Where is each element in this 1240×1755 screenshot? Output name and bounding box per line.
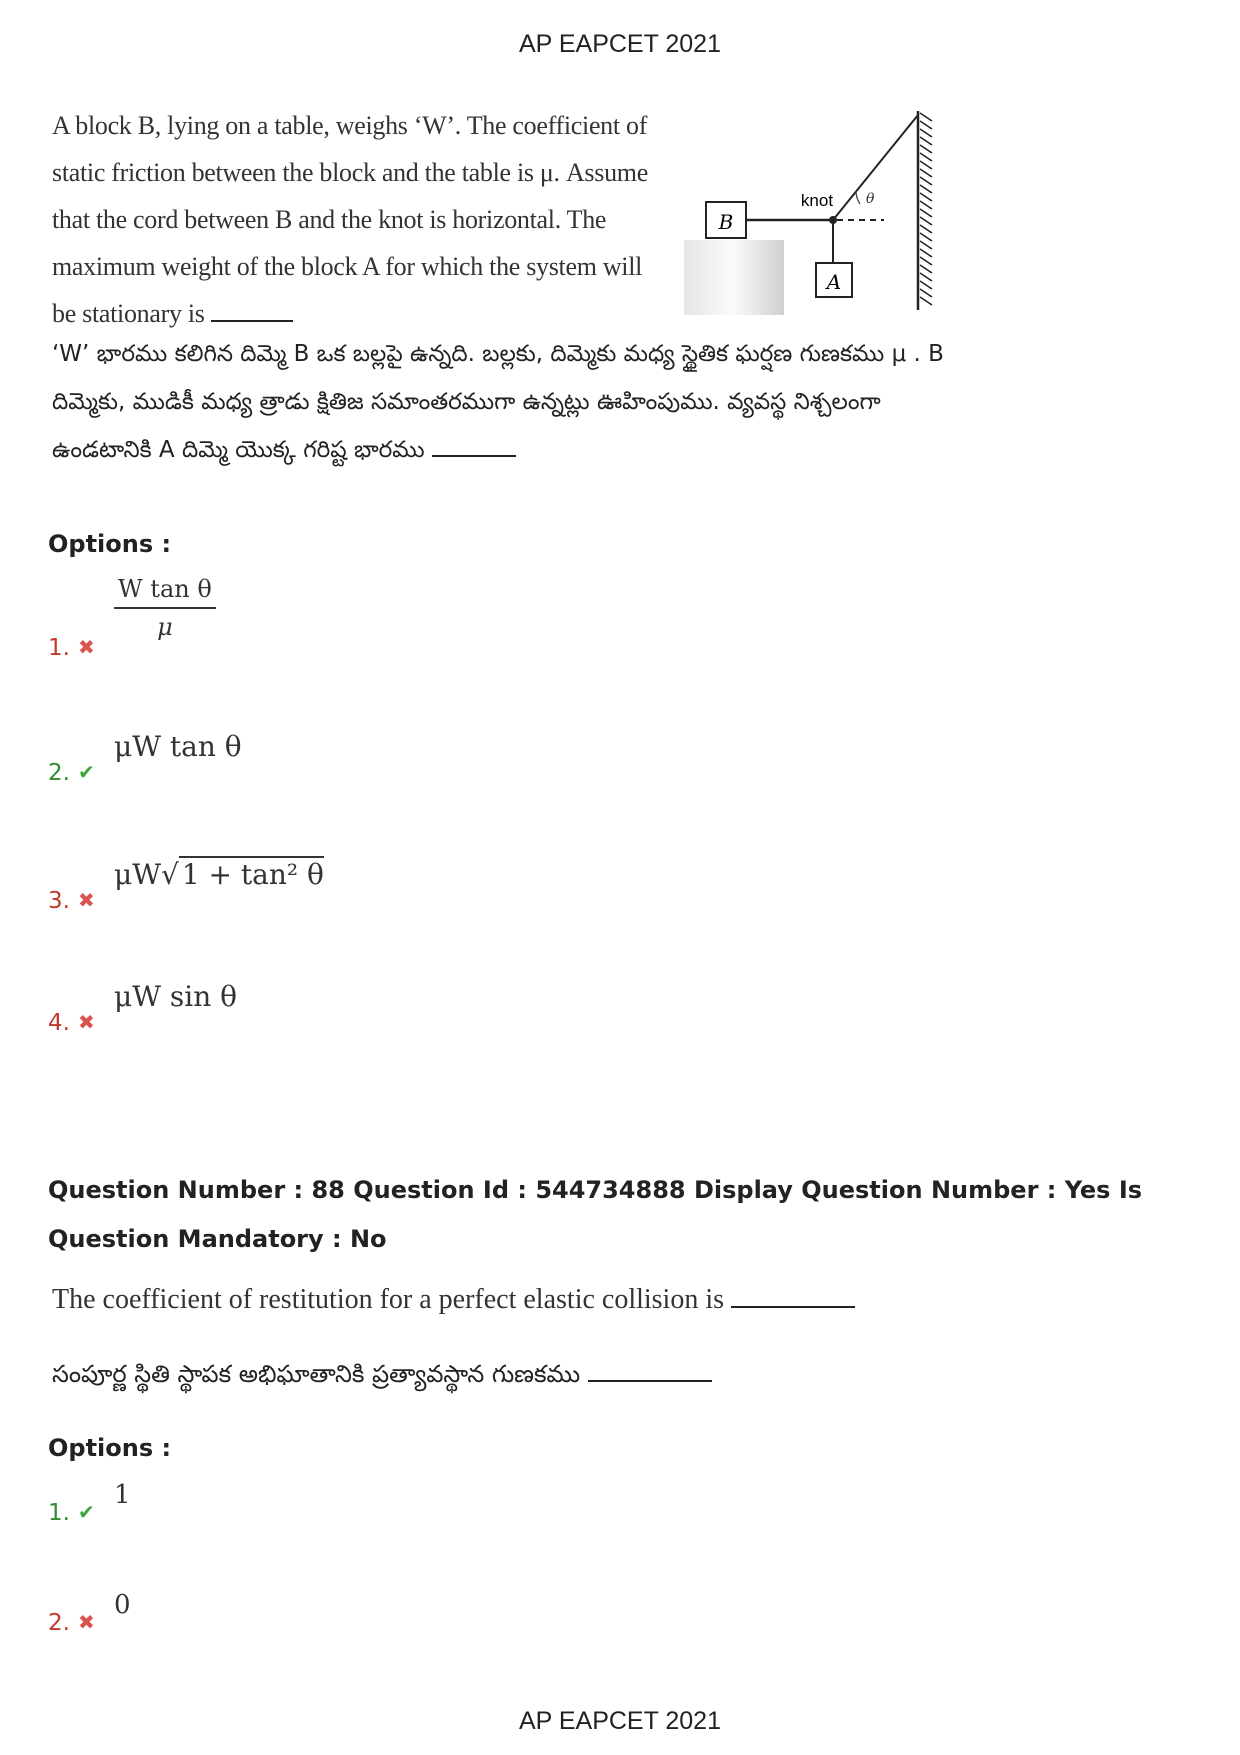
question-text-en [52, 102, 672, 337]
option-expression: μW tan θ [114, 730, 242, 763]
option-number: 3. [48, 888, 70, 914]
options-label-2: Options : [48, 1434, 172, 1462]
fraction-denominator: μ [157, 613, 173, 641]
fraction-numerator: W tan θ [114, 575, 216, 609]
knot-label: knot [800, 191, 834, 210]
diagram-svg [684, 105, 944, 315]
option-1[interactable] [48, 575, 348, 675]
answer-blank [211, 320, 293, 322]
option-number: 1. [48, 1500, 70, 1526]
options-label: Options : [48, 530, 172, 558]
question-text-te [52, 330, 952, 474]
option-expression: 0 [114, 1590, 131, 1620]
option-fraction [114, 575, 216, 641]
wrong-icon: ✖ [78, 1610, 95, 1634]
q2-option-1[interactable] [48, 1480, 248, 1540]
question-meta: Question Number : 88 Question Id : 544734888 Display Question Number : Yes Is Question Mandatory : No [48, 1176, 1143, 1253]
expr-radicand: 1 + tan² θ [179, 856, 324, 891]
inclined-string [833, 115, 918, 220]
q2-option-2[interactable] [48, 1590, 248, 1650]
question-2-text-te-body: సంపూర్ణ స్థితి స్థాపక అభిఘాతానికి ప్రత్యావస్థాన గుణకము [52, 1360, 581, 1388]
question-2-text-en [52, 1284, 855, 1316]
wrong-icon: ✖ [78, 1010, 95, 1034]
physics-diagram [684, 105, 944, 315]
question-2-text-te [52, 1360, 712, 1394]
check-icon: ✔ [78, 1500, 95, 1524]
check-icon: ✔ [78, 760, 95, 784]
page-footer: AP EAPCET 2021 [519, 1707, 721, 1735]
block-b-label: B [718, 210, 734, 234]
block-a-label: A [826, 270, 842, 294]
answer-blank-2-te [588, 1380, 712, 1382]
page-header: AP EAPCET 2021 [519, 30, 721, 58]
question-2-text-en-body: The coefficient of restitution for a perfect elastic collision is [52, 1284, 725, 1315]
wrong-icon: ✖ [78, 635, 95, 659]
option-2[interactable] [48, 730, 348, 790]
wall-hatching [920, 113, 932, 305]
option-number: 1. [48, 635, 70, 661]
angle-label: θ [866, 191, 875, 207]
option-expression: μW sin θ [114, 980, 237, 1013]
angle-arc [856, 191, 860, 204]
question-text-te-body: ‘W’ భారము కలిగిన దిమ్మె B ఒక బల్లపై ఉన్నది. బల్లకు, దిమ్మెకు మధ్య స్థైతిక ఘర్షణ గుణకము μ . B దిమ్మెకు, ముడికీ మధ్య త్రాడు క్షితిజ సమాంతరముగా ఉన్నట్లు ఊహింపుము. వ్యవస్థ నిశ్చలంగా ఉండటానికి A దిమ్మె యొక్క గరిష్ట భారము [52, 341, 944, 463]
question-text-en-body: A block B, lying on a table, weighs ‘W’. The coefficient of static friction between the block and the table is μ. Assume that the cord between B and the knot is horizontal. The maximum weight of the block A for which the system will be stationary is [52, 111, 648, 328]
option-expression: μW√ 1 + tan² θ [114, 858, 324, 891]
option-number: 4. [48, 1010, 70, 1036]
table-shape [684, 240, 784, 315]
option-number: 2. [48, 760, 70, 786]
answer-blank-2 [731, 1306, 855, 1308]
wrong-icon: ✖ [78, 888, 95, 912]
option-4[interactable] [48, 980, 348, 1040]
answer-blank-te [432, 455, 516, 457]
option-3[interactable] [48, 858, 368, 918]
expr-prefix: μW [114, 858, 161, 891]
option-expression: 1 [114, 1480, 131, 1510]
option-number: 2. [48, 1610, 70, 1636]
